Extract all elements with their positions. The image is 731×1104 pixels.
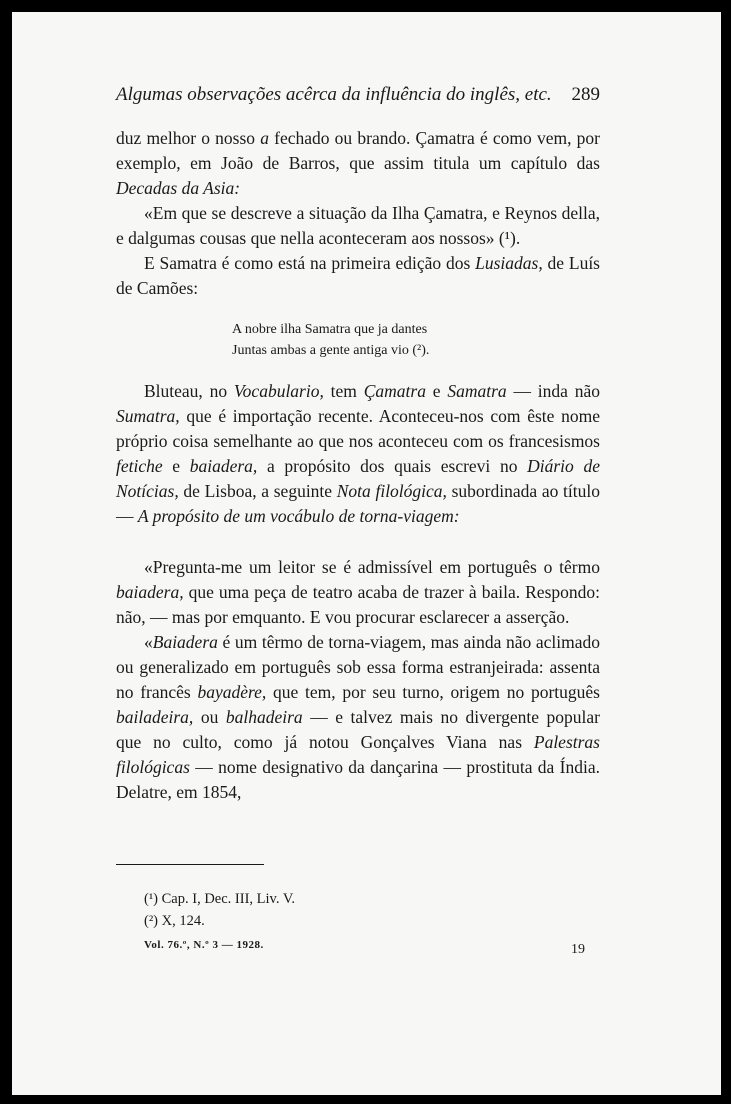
text-run: subordinada ao título —	[116, 481, 600, 526]
verse-line-2: Juntas ambas a gente antiga vio (²).	[232, 343, 430, 358]
text-run-italic: Vocabulario,	[233, 381, 324, 401]
text-run-italic: Çamatra	[363, 381, 426, 401]
text-run-italic: Samatra	[447, 381, 507, 401]
paragraph-3	[116, 251, 600, 301]
text-run-italic: fetiche	[116, 456, 163, 476]
text-run: tem	[323, 381, 364, 401]
text-run: e	[425, 381, 448, 401]
text-run: que tem, por seu turno, origem no português	[266, 682, 600, 702]
text-run-italic: balhadeira	[225, 707, 303, 727]
text-run-italic: Nota filológica,	[336, 481, 447, 501]
footnote-rule	[116, 864, 264, 865]
text-run: é um têrmo de torna-viagem, mas ainda não aclimado ou generalizado em português sob essa forma estranjeirada: assenta no francês	[116, 632, 600, 702]
text-run-italic: A propósito de um vocábulo de torna-viagem:	[137, 506, 460, 526]
text-run-italic: Baiadera	[152, 632, 218, 652]
text-run: e	[162, 456, 190, 476]
text-run: «	[144, 632, 153, 652]
text-run-italic: Decadas da Asia:	[116, 178, 241, 198]
paragraph-1	[116, 126, 600, 201]
text-run: Bluteau, no	[144, 381, 234, 401]
text-run: duz melhor o nosso	[116, 128, 261, 148]
footnotes	[144, 888, 564, 956]
footnote-2: (²) X, 124.	[144, 913, 205, 929]
text-run: fechado ou brando. Çamatra é como vem, por exemplo, em João de Barros, que assim titula um capítulo das	[116, 128, 600, 173]
signature-mark: 19	[571, 942, 585, 957]
text-run: «Pregunta-me um leitor se é admissível em português o têrmo	[144, 557, 600, 577]
paragraph-2: «Em que se descreve a situação da Ilha Çamatra, e Reynos della, e dalgumas cousas que nella aconteceram aos nossos» (¹).	[116, 203, 600, 248]
text-run: de Luís de Camões:	[116, 253, 600, 298]
paragraph-4	[116, 379, 600, 529]
text-run-italic: bailadeira,	[116, 707, 194, 727]
text-run: — e talvez mais no divergente popular que no culto, como já notou Gonçalves Viana nas	[116, 707, 601, 752]
footnote-1: (¹) Cap. I, Dec. III, Liv. V.	[144, 891, 296, 907]
running-title: Algumas observações acêrca da influência do inglês, etc.	[116, 84, 552, 105]
page-number: 289	[571, 84, 600, 105]
text-run: — inda não	[506, 381, 600, 401]
volume-line: Vol. 76.º, N.º 3 — 1928.	[144, 939, 264, 951]
text-run-italic: bayadère,	[197, 682, 267, 702]
main-text	[116, 126, 600, 805]
text-run: que é importação recente. Aconteceu-nos com êste nome próprio coisa semelhante ao que nos aconteceu com os francesismos	[116, 406, 600, 451]
text-run: de Lisboa, a seguinte	[178, 481, 337, 501]
text-run-italic: Diário de Notícias,	[116, 456, 600, 501]
text-run: que uma peça de teatro acaba de trazer à baila. Respondo: não, — mas por emquanto. E vou procurar esclarecer a asserção.	[116, 582, 600, 627]
text-run-italic: a	[260, 128, 269, 148]
paragraph-gap	[116, 529, 600, 555]
document-page	[12, 12, 721, 1095]
text-run-italic: baiadera,	[116, 582, 184, 602]
text-run: ou	[193, 707, 226, 727]
text-run-italic: baiadera,	[189, 456, 258, 476]
text-run: E Samatra é como está na primeira edição dos	[144, 253, 476, 273]
paragraph-5	[116, 555, 600, 630]
verse-quote	[232, 319, 600, 361]
verse-line-1: A nobre ilha Samatra que ja dantes	[232, 322, 428, 337]
text-run-italic: Palestras filológicas	[116, 732, 600, 777]
running-header	[116, 84, 600, 106]
text-run: — nome designativo da dançarina — prostituta da Índia. Delatre, em 1854,	[116, 757, 600, 802]
paragraph-6	[116, 630, 600, 805]
text-run: a propósito dos quais escrevi no	[257, 456, 528, 476]
text-run-italic: Lusiadas,	[475, 253, 543, 273]
text-run-italic: Sumatra,	[116, 406, 180, 426]
